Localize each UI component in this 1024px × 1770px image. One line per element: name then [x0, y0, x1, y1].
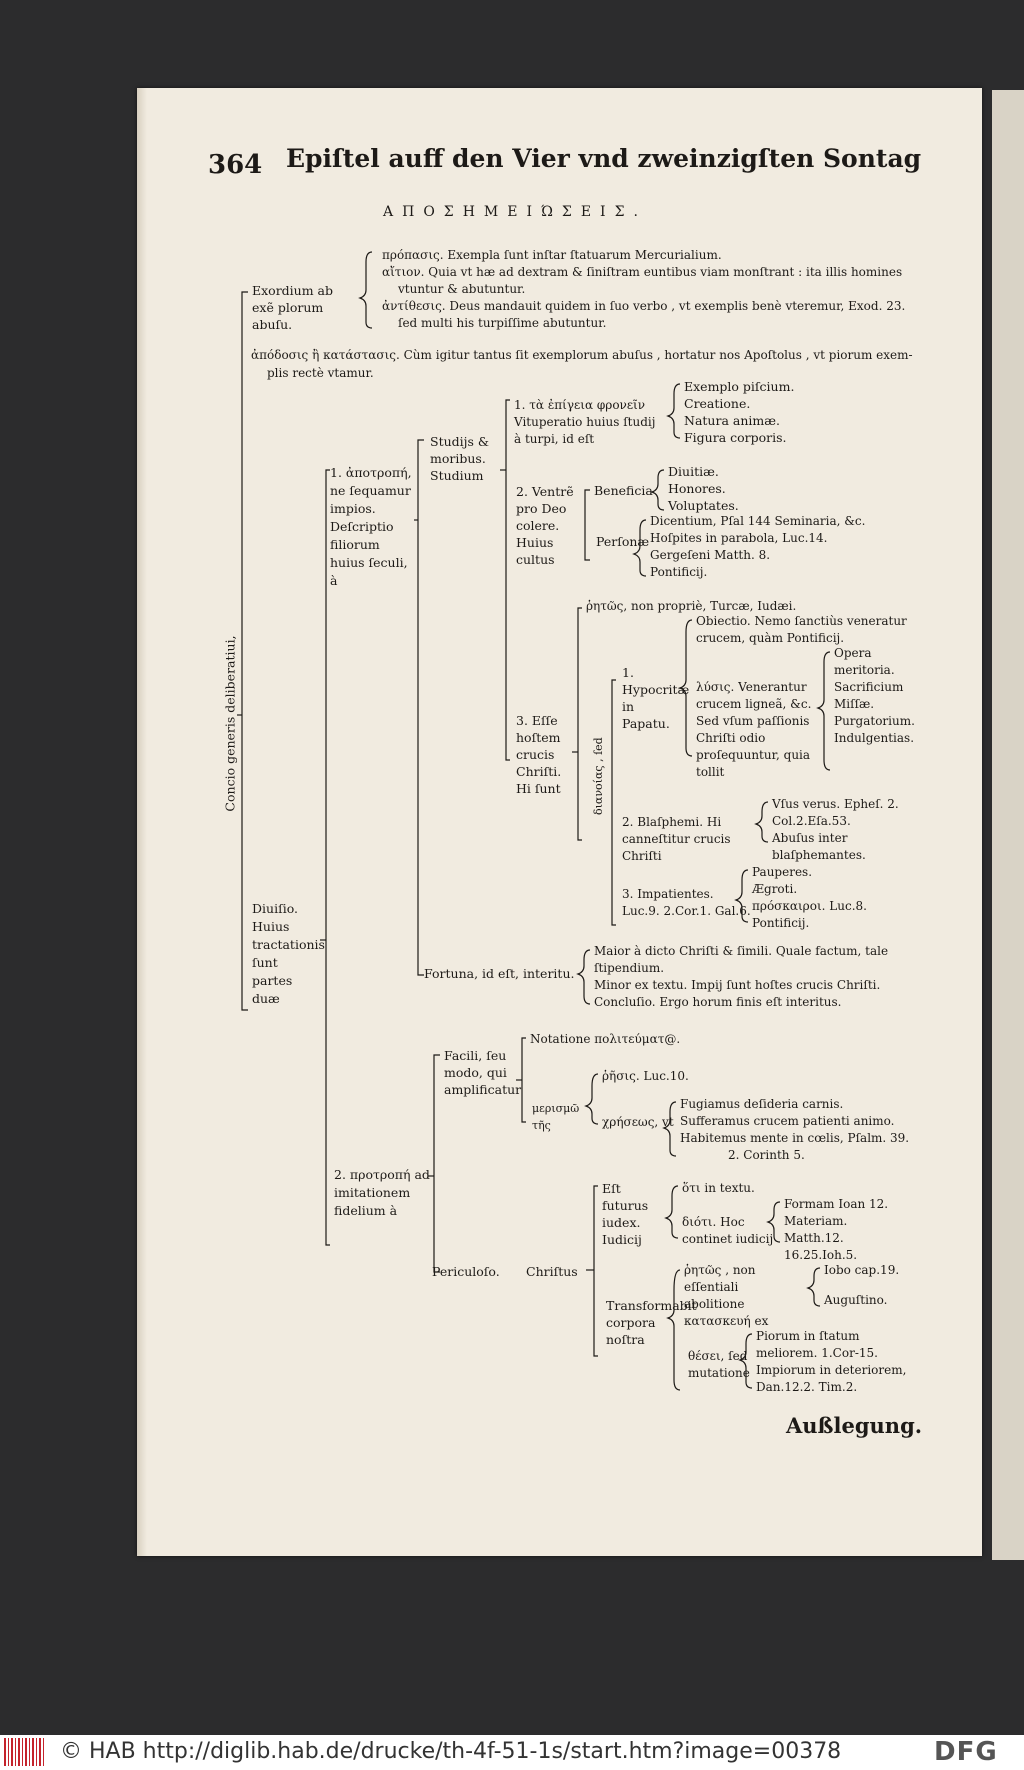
adjacent-page-edge	[992, 90, 1024, 1560]
fortuna-label: Fortuna, id eſt, interitu.	[424, 966, 575, 981]
est-futurus-label: Eſt futurus iudex. Iudicij	[602, 1181, 649, 1247]
merismou-label: μερισμῶ τῆς	[532, 1102, 580, 1132]
oti-line: ὅτι in textu.	[682, 1181, 755, 1195]
s3-label: 3. Eſſe hoſtem crucis Chriſti. Hi ſunt	[516, 713, 562, 796]
part1-label: 1. ἀποτροπή, ne ſequamur impios. Deſcriptio filiorum huius ſeculi, à	[330, 465, 412, 588]
transformabit-label: Transformabit corpora noſtra	[606, 1298, 697, 1347]
chresis-item-1: Fugiamus deſideria carnis.	[680, 1097, 844, 1111]
s1-item-3: Natura animæ.	[684, 413, 780, 428]
impatientes-item-3: πρόσκαιροι. Luc.8.	[752, 899, 867, 913]
s2-label: 2. Ventrẽ pro Deo colere. Huius cultus	[516, 484, 574, 567]
rhetos2-item-2: Auguſtino.	[824, 1293, 888, 1307]
exordium-line-3: vtuntur & abutuntur.	[398, 282, 526, 296]
s1-item-2: Creatione.	[684, 396, 751, 411]
chresis-item-4: 2. Corinth 5.	[728, 1148, 805, 1162]
rhetos-line: ῥητῶς, non propriè, Turcæ, Iudæi.	[586, 599, 797, 613]
theos-item-1: Piorum in ſtatum meliorem. 1.Cor-15.	[756, 1329, 878, 1360]
exordium-line-1: πρόπασις. Exempla ſunt inſtar ſtatuarum Mercurialium.	[382, 248, 722, 262]
dianoias-label: διανοίας , ſed	[592, 737, 605, 815]
s1-item-1: Exemplo piſcium.	[684, 379, 795, 394]
personae-item-2: Hoſpites in parabola, Luc.14.	[650, 531, 828, 545]
exordium-line-5: ſed multi his turpiſſime abutuntur.	[398, 316, 607, 330]
facili-label: Facili, ſeu modo, qui amplificatur	[444, 1048, 522, 1097]
exordium-line-4: ἀντίθεσις. Deus mandauit quidem in ſuo verbo , vt exemplis benè vteremur, Exod. 23.	[382, 299, 906, 313]
personae-item-4: Pontificij.	[650, 565, 708, 579]
beneficia-label: Beneficia	[594, 483, 653, 498]
beneficia-item-2: Honores.	[668, 481, 726, 496]
dfg-logo: DFG	[934, 1737, 998, 1767]
credit-link[interactable]: © HAB http://diglib.hab.de/drucke/th-4f-51-1s/start.htm?image=00378	[60, 1739, 842, 1764]
exordium-label: Exordium ab exẽ plorum abuſu.	[252, 283, 334, 332]
concio-label: Concio generis deliberatiui,	[222, 635, 238, 812]
personae-label: Perſonæ	[596, 534, 650, 549]
running-title: Epiſtel auff den Vier vnd zweinzigſten Sontag	[286, 144, 922, 173]
personae-item-1: Dicentium, Pſal 144 Seminaria, &c.	[650, 514, 866, 528]
notatione-line: Notatione πολιτεύματ@.	[530, 1032, 681, 1046]
impatientes-item-2: Ægroti.	[752, 882, 798, 896]
impatientes-item-4: Pontificij.	[752, 916, 810, 930]
personae-item-3: Gergeſeni Matth. 8.	[650, 548, 771, 562]
catchword: Außlegung.	[786, 1413, 923, 1438]
rhetos2-label: ῥητῶς , non eſſentiali abolitione κατασκευή ex	[684, 1263, 769, 1328]
greek-title: ΑΠΟΣΗΜΕΙΏΣΕΙΣ.	[383, 204, 647, 220]
lysis-items: Opera meritoria. Sacrificium Miſſæ. Purgatorium. Indulgentias.	[834, 646, 915, 745]
blasphemi-item-1: Vſus verus. Epheſ. 2. Col.2.Eſa.53.	[772, 797, 899, 828]
christus-label: Chriſtus	[526, 1264, 578, 1279]
page-number: 364	[208, 150, 263, 180]
theos-item-2: Impiorum in deteriorem, Dan.12.2. Tim.2.	[756, 1363, 907, 1394]
objectio-text: Obiectio. Nemo ſanctiùs veneratur crucem, quàm Pontificij.	[696, 614, 907, 645]
beneficia-item-1: Diuitiæ.	[668, 464, 719, 479]
theos-label: θέσει, ſed mutatione	[688, 1349, 750, 1380]
s1-label: 1. τὰ ἐπίγεια φρονεῖν Vituperatio huius ſtudij à turpi, id eſt	[514, 398, 656, 446]
fortuna-item-3: Concluſio. Ergo horum finis eſt interitus.	[594, 995, 842, 1009]
chresis-item-3: Habitemus mente in cœlis, Pſalm. 39.	[680, 1131, 910, 1145]
rhetos2-item-1: Iobo cap.19.	[824, 1263, 900, 1277]
s1-item-4: Figura corporis.	[684, 430, 787, 445]
lysis-text: λύσις. Venerantur crucem ligneã, &c. Sed vſum paſſionis Chriſti odio proſequuntur, quia tollit	[696, 680, 812, 779]
studiis-label: Studijs & moribus. Studium	[430, 434, 490, 483]
impatientes-item-1: Pauperes.	[752, 865, 813, 879]
barcode-icon	[4, 1738, 44, 1766]
dioti-items: Formam Ioan 12. Materiam. Matth.12. 16.25.Ioh.5.	[784, 1197, 889, 1262]
fortuna-item-1: Maior à dicto Chriſti & ſimili. Quale factum, tale ſtipendium.	[594, 944, 889, 975]
dioti-label: διότι. Hoc continet iudicij	[682, 1215, 774, 1246]
exordium-line-2: αἴτιον. Quia vt hæ ad dextram & ſiniſtram euntibus viam monſtrant : ita illis homines	[382, 265, 903, 279]
beneficia-item-3: Voluptates.	[668, 498, 739, 513]
blasphemi-label: 2. Blaſphemi. Hi canneſtitur crucis Chriſti	[622, 815, 731, 863]
fortuna-item-2: Minor ex textu. Impij ſunt hoſtes crucis Chriſti.	[594, 978, 881, 992]
footer-bar	[0, 1735, 1024, 1770]
impatientes-label: 3. Impatientes. Luc.9. 2.Cor.1. Gal.6.	[622, 887, 751, 918]
chresis-label: χρήσεως, vt	[602, 1115, 674, 1129]
apodosis-line-1: ἀπόδοσις ἢ κατάστασις. Cùm igitur tantus ſit exemplorum abuſus , hortatur nos Apoſtolus , vt piorum exem-	[251, 348, 913, 362]
part2-label: 2. προτροπή ad imitationem fidelium à	[334, 1167, 430, 1218]
periculoso-label: Periculoſo.	[432, 1264, 500, 1279]
divisio-label: Diuiſio. Huius tractationis ſunt partes duæ	[252, 901, 325, 1006]
blasphemi-item-2: Abuſus inter blaſphemantes.	[772, 831, 866, 862]
retos-line: ῥῆσις. Luc.10.	[602, 1069, 689, 1083]
apodosis-line-2: plis rectè vtamur.	[267, 366, 374, 380]
hypocritae-label: 1. Hypocritæ in Papatu.	[622, 665, 690, 731]
chresis-item-2: Sufferamus crucem patienti animo.	[680, 1114, 895, 1128]
